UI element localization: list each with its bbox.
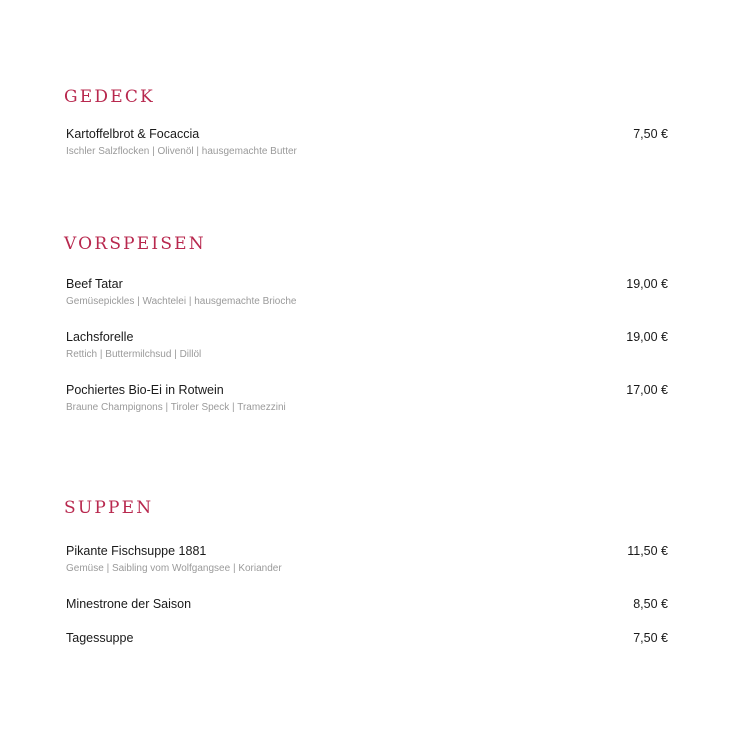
section-title: SUPPEN [64, 498, 154, 518]
item-description: Braune Champignons | Tiroler Speck | Tramezzini [66, 402, 286, 413]
item-name: Lachsforelle [66, 330, 134, 344]
item-price: 19,00 € [626, 277, 668, 291]
item-name: Tagessuppe [66, 631, 134, 645]
item-description: Gemüsepickles | Wachtelei | hausgemachte Brioche [66, 296, 297, 307]
item-price: 19,00 € [626, 330, 668, 344]
section-title: VORSPEISEN [64, 234, 206, 254]
item-name: Pikante Fischsuppe 1881 [66, 544, 207, 558]
item-description: Ischler Salzflocken | Olivenöl | hausgemachte Butter [66, 146, 297, 157]
item-description: Gemüse | Saibling vom Wolfgangsee | Koriander [66, 563, 282, 574]
item-name: Beef Tatar [66, 277, 123, 291]
item-price: 17,00 € [626, 383, 668, 397]
item-price: 8,50 € [633, 597, 668, 611]
item-price: 7,50 € [633, 127, 668, 141]
section-title: GEDECK [64, 87, 155, 107]
item-price: 11,50 € [627, 544, 668, 558]
item-name: Minestrone der Saison [66, 597, 192, 611]
item-name: Kartoffelbrot & Focaccia [66, 127, 200, 141]
item-price: 7,50 € [633, 631, 668, 645]
item-name: Pochiertes Bio-Ei in Rotwein [66, 383, 224, 397]
item-description: Rettich | Buttermilchsud | Dillöl [66, 349, 202, 360]
